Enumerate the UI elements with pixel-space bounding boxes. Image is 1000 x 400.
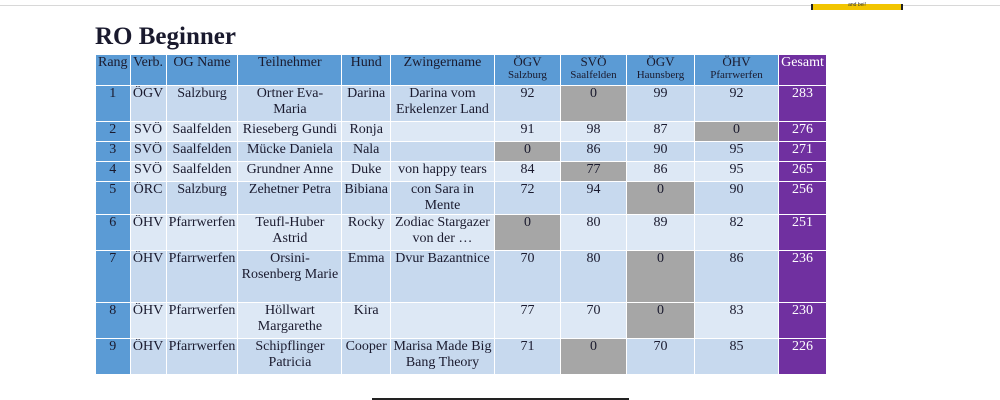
score-oegv-salzburg: 71 [494,339,560,375]
table-row [96,162,827,182]
table-row [96,86,827,122]
top-banner [811,4,903,10]
hund-cell: Nala [342,142,391,162]
score-oegv-salzburg: 0 [494,142,560,162]
score-svoe-saalfelden: 0 [560,339,626,375]
header-oegv-haunsberg: ÖGV Haunsberg [626,55,694,86]
og-name-cell: Pfarrwerfen [166,215,238,251]
verband-cell: SVÖ [130,142,166,162]
page-title: RO Beginner [95,23,236,50]
og-name-cell: Saalfelden [166,142,238,162]
score-oehv-pfarrwerfen: 86 [694,251,778,303]
score-oegv-haunsberg: 87 [626,122,694,142]
score-oegv-haunsberg: 90 [626,142,694,162]
teilnehmer-cell: Mücke Daniela [238,142,342,162]
rank-cell: 2 [96,122,131,142]
teilnehmer-cell: Schipflinger Patricia [238,339,342,375]
score-oegv-salzburg: 84 [494,162,560,182]
score-oegv-haunsberg: 0 [626,251,694,303]
score-oegv-haunsberg: 86 [626,162,694,182]
hund-cell: Ronja [342,122,391,142]
zwingername-cell: Zodiac Stargazer von der … [390,215,494,251]
total-cell: 251 [778,215,826,251]
hund-cell: Kira [342,303,391,339]
score-oegv-haunsberg: 70 [626,339,694,375]
table-row [96,142,827,162]
total-cell: 276 [778,122,826,142]
score-svoe-saalfelden: 98 [560,122,626,142]
score-oegv-salzburg: 91 [494,122,560,142]
table-row [96,182,827,215]
zwingername-cell: Darina vom Erkelenzer Land [390,86,494,122]
hund-cell: Duke [342,162,391,182]
verband-cell: ÖHV [130,251,166,303]
score-oehv-pfarrwerfen: 92 [694,86,778,122]
og-name-cell: Pfarrwerfen [166,251,238,303]
rank-cell: 8 [96,303,131,339]
total-cell: 265 [778,162,826,182]
rank-cell: 4 [96,162,131,182]
total-cell: 230 [778,303,826,339]
score-oegv-salzburg: 0 [494,215,560,251]
og-name-cell: Pfarrwerfen [166,339,238,375]
hund-cell: Emma [342,251,391,303]
score-svoe-saalfelden: 80 [560,251,626,303]
score-svoe-saalfelden: 94 [560,182,626,215]
score-oehv-pfarrwerfen: 95 [694,142,778,162]
header-rang: Rang [96,55,131,86]
zwingername-cell: Marisa Made Big Bang Theory [390,339,494,375]
verband-cell: SVÖ [130,122,166,142]
zwingername-cell: Dvur Bazantnice [390,251,494,303]
zwingername-cell [390,303,494,339]
og-name-cell: Saalfelden [166,162,238,182]
header-oegv-salzburg: ÖGV Salzburg [494,55,560,86]
og-name-cell: Saalfelden [166,122,238,142]
score-oegv-salzburg: 70 [494,251,560,303]
verband-cell: ÖHV [130,339,166,375]
rank-cell: 9 [96,339,131,375]
zwingername-cell [390,122,494,142]
table-row [96,215,827,251]
verband-cell: ÖHV [130,215,166,251]
score-oegv-haunsberg: 89 [626,215,694,251]
verband-cell: ÖGV [130,86,166,122]
score-svoe-saalfelden: 80 [560,215,626,251]
score-oegv-haunsberg: 0 [626,303,694,339]
verband-cell: ÖRC [130,182,166,215]
teilnehmer-cell: Zehetner Petra [238,182,342,215]
header-og-name: OG Name [166,55,238,86]
teilnehmer-cell: Höllwart Margarethe [238,303,342,339]
results-table [95,54,827,375]
teilnehmer-cell: Ortner Eva-Maria [238,86,342,122]
og-name-cell: Salzburg [166,86,238,122]
hund-cell: Cooper [342,339,391,375]
total-cell: 256 [778,182,826,215]
score-oegv-salzburg: 77 [494,303,560,339]
table-row [96,122,827,142]
table-row [96,303,827,339]
total-cell: 226 [778,339,826,375]
verband-cell: SVÖ [130,162,166,182]
teilnehmer-cell: Orsini-Rosenberg Marie [238,251,342,303]
header-zwingername: Zwingername [390,55,494,86]
hund-cell: Darina [342,86,391,122]
rank-cell: 6 [96,215,131,251]
header-teilnehmer: Teilnehmer [238,55,342,86]
score-svoe-saalfelden: 70 [560,303,626,339]
zwingername-cell: von happy tears [390,162,494,182]
header-row [96,55,827,86]
og-name-cell: Pfarrwerfen [166,303,238,339]
rank-cell: 7 [96,251,131,303]
header-hund: Hund [342,55,391,86]
zwingername-cell: con Sara in Mente [390,182,494,215]
hund-cell: Bibiana [342,182,391,215]
zwingername-cell [390,142,494,162]
score-oegv-haunsberg: 0 [626,182,694,215]
score-oegv-salzburg: 92 [494,86,560,122]
score-oehv-pfarrwerfen: 90 [694,182,778,215]
verband-cell: ÖHV [130,303,166,339]
total-cell: 283 [778,86,826,122]
total-cell: 236 [778,251,826,303]
header-verb: Verb. [130,55,166,86]
score-svoe-saalfelden: 86 [560,142,626,162]
score-oegv-salzburg: 72 [494,182,560,215]
score-svoe-saalfelden: 0 [560,86,626,122]
teilnehmer-cell: Rieseberg Gundi [238,122,342,142]
og-name-cell: Salzburg [166,182,238,215]
score-oehv-pfarrwerfen: 0 [694,122,778,142]
score-oehv-pfarrwerfen: 82 [694,215,778,251]
rank-cell: 5 [96,182,131,215]
table-row [96,251,827,303]
score-svoe-saalfelden: 77 [560,162,626,182]
teilnehmer-cell: Grundner Anne [238,162,342,182]
score-oegv-haunsberg: 99 [626,86,694,122]
score-oehv-pfarrwerfen: 95 [694,162,778,182]
header-svoe-saalfelden: SVÖ Saalfelden [560,55,626,86]
rank-cell: 3 [96,142,131,162]
banner-text: and bei! [848,2,866,8]
rank-cell: 1 [96,86,131,122]
hund-cell: Rocky [342,215,391,251]
header-oehv-pfarrwerfen: ÖHV Pfarrwerfen [694,55,778,86]
header-gesamt: Gesamt [778,55,826,86]
score-oehv-pfarrwerfen: 85 [694,339,778,375]
teilnehmer-cell: Teufl-Huber Astrid [238,215,342,251]
table-row [96,339,827,375]
score-oehv-pfarrwerfen: 83 [694,303,778,339]
total-cell: 271 [778,142,826,162]
